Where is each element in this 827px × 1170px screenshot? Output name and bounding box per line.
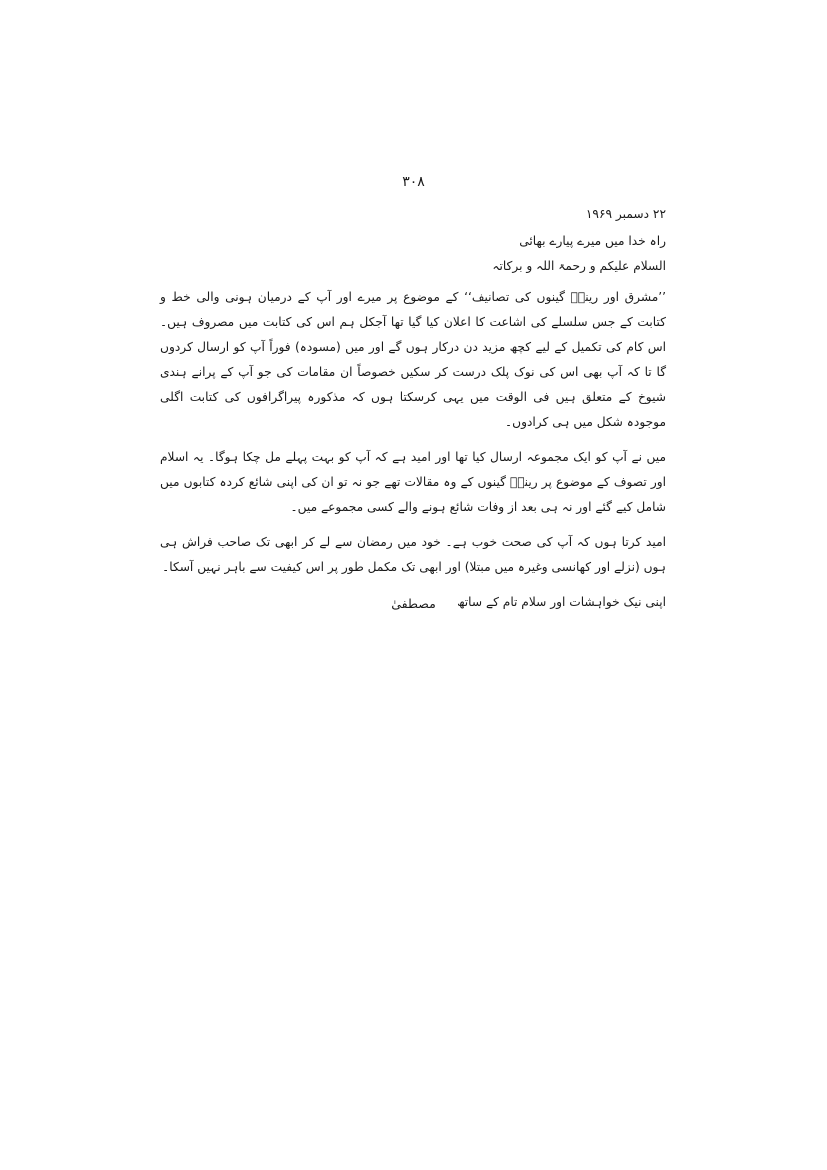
page-number: ۳۰۸ — [402, 174, 425, 190]
letter-paragraph-2: میں نے آپ کو ایک مجموعہ ارسال کیا تھا اور امید ہے کہ آپ کو بہت پہلے مل چکا ہوگا۔ یہ اسلام اور تصوف کے موضوع پر رینےؔ گینوں کے وہ مقالات تھے جو نہ تو ان کی اپنی شائع کردہ کتابوں میں شامل کیے گئے اور نہ ہی بعد از وفات شائع ہونے والے کسی مجموعے میں۔ — [160, 450, 666, 514]
letter-body — [160, 202, 666, 615]
letter-paragraph-1: ’’مشرق اور رینےؔ گینوں کی تصانیف‘‘ کے موضوع پر میرے اور آپ کے درمیان ہونی والی خط و کتابت کے جس سلسلے کی اشاعت کا اعلان کیا گیا تھا آجکل ہم اس کی کتابت میں مصروف ہیں۔ اس کام کی تکمیل کے لیے کچھ مزید دن درکار ہوں گے اور میں (مسودہ) فوراً آپ کو ارسال کردوں گا تا کہ آپ بھی اس کی نوک پلک درست کر سکیں خصوصاً ان مقامات کی جو آپ کے پرانے ہندی شیوخ کے متعلق ہیں فی الوقت میں یہی کرسکتا ہوں کہ مذکورہ پیراگرافوں کی کتابت اگلی موجودہ شکل میں ہی کرادوں۔ — [160, 290, 666, 429]
letter-signature: مصطفیٰ — [391, 596, 436, 611]
letter-greeting: السلام علیکم و رحمۃ اللہ و برکاتہ — [492, 259, 666, 273]
letter-closing: اپنی نیک خواہشات اور سلام تام کے ساتھ — [457, 595, 666, 609]
letter-date: ۲۲ دسمبر ۱۹۶۹ — [585, 207, 666, 221]
letter-salutation: راہ خدا میں میرے پیارے بھائی — [519, 234, 666, 248]
letter-paragraph-3: امید کرتا ہوں کہ آپ کی صحت خوب ہے۔ خود میں رمضان سے لے کر ابھی تک صاحب فراش ہی ہوں (نزلے اور کھانسی وغیرہ میں مبتلا) اور ابھی تک مکمل طور پر اس کیفیت سے باہر نہیں آسکا۔ — [160, 535, 666, 574]
